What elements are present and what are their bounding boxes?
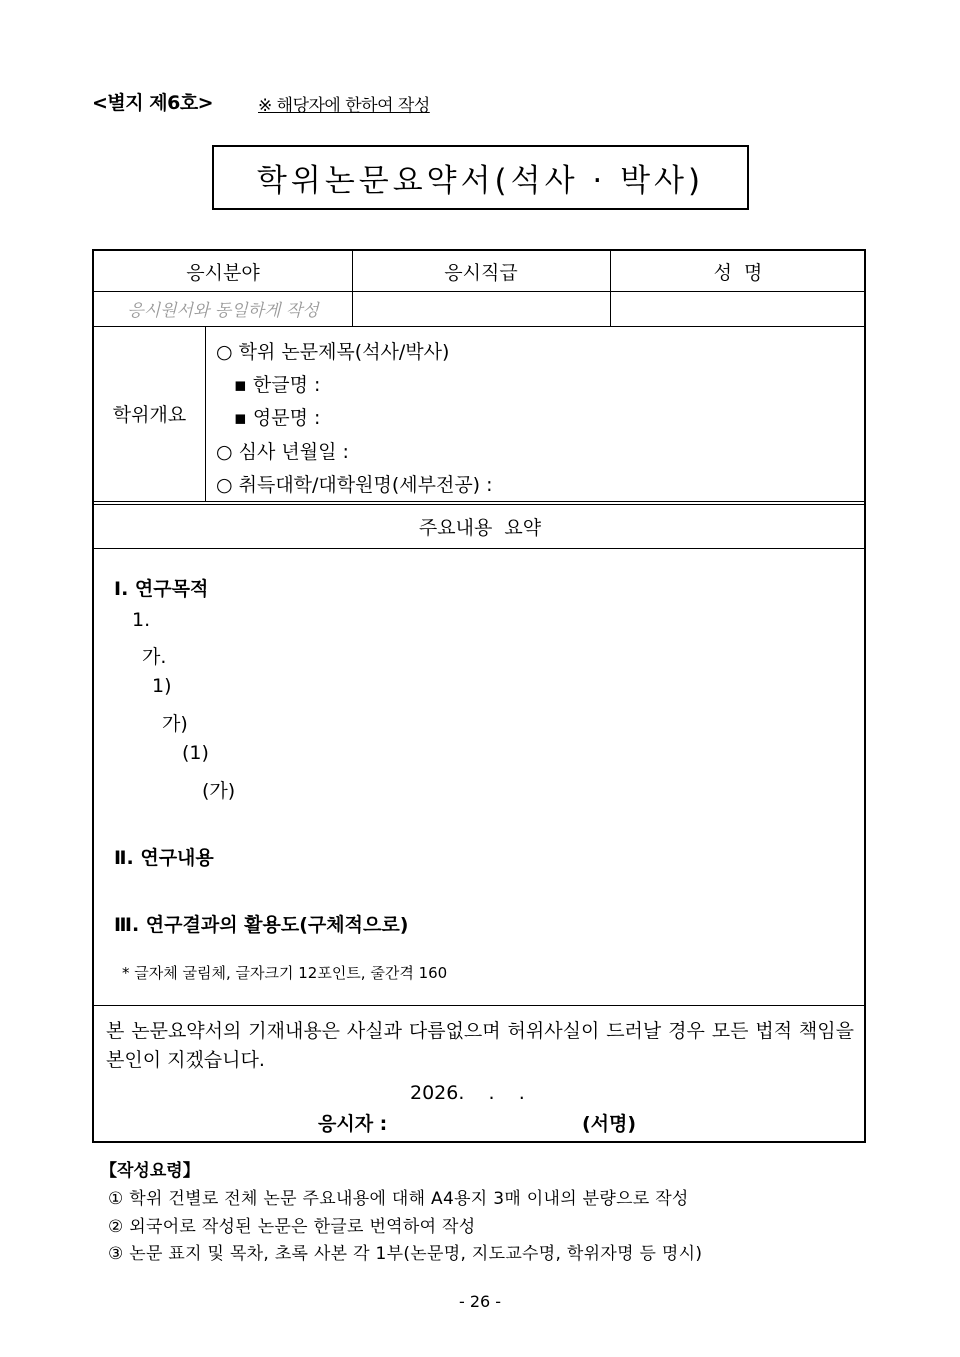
outline-level-6: (가) <box>202 780 236 802</box>
guide-item-3: ③ 논문 표지 및 목차, 초록 사본 각 1부(논문명, 지도교수명, 학위자명 등 명시) <box>108 1244 703 1264</box>
degree-overview-label: 학위개요 <box>112 404 187 426</box>
pledge-statement: 본 논문요약서의 기재내용은 사실과 다름없으며 허위사실이 드러날 경우 모든 법적 책임을 본인이 지겠습니다. <box>106 1020 854 1071</box>
guide-item-1: ① 학위 건별로 전체 논문 주요내용에 대해 A4용지 3매 이내의 분량으로 작성 <box>108 1189 689 1209</box>
outline-level-1: 1. <box>132 609 151 631</box>
korean-title-item: ▪ 한글명 : <box>234 374 321 396</box>
name-input[interactable] <box>610 291 866 326</box>
outline-level-5: (1) <box>182 742 209 764</box>
summary-header: 주요내용 요약 <box>418 516 542 539</box>
thesis-title-item: ○ 학위 논문제목(석사/박사) <box>216 341 450 363</box>
pledge-date[interactable]: 2026. . . <box>410 1082 525 1104</box>
form-number: <별지 제6호> <box>92 92 214 114</box>
writing-guide-title: 【작성요령】 <box>100 1161 200 1181</box>
summary-form <box>92 249 866 1143</box>
university-item: ○ 취득대학/대학원명(세부전공) : <box>216 474 493 496</box>
section-research-content: Ⅱ. 연구내용 <box>114 847 214 869</box>
section-research-purpose: Ⅰ. 연구목적 <box>114 578 209 600</box>
format-note: * 글자체 굴림체, 글자크기 12포인트, 줄간격 160 <box>122 964 448 982</box>
signature-label: (서명) <box>582 1113 637 1135</box>
review-date-item: ○ 심사 년월일 : <box>216 441 349 463</box>
col-header-grade: 응시직급 <box>444 261 518 284</box>
page-number: - 26 - <box>458 1292 502 1311</box>
english-title-item: ▪ 영문명 : <box>234 407 321 429</box>
outline-level-2: 가. <box>142 646 167 668</box>
guide-item-2: ② 외국어로 작성된 논문은 한글로 번역하여 작성 <box>108 1217 476 1237</box>
outline-level-4: 가) <box>162 713 188 735</box>
col-header-name: 성 명 <box>713 261 763 284</box>
col-header-field: 응시분야 <box>186 261 260 284</box>
section-research-utilization: Ⅲ. 연구결과의 활용도(구체적으로) <box>114 914 409 936</box>
document-title-text: 학위논문요약서(석사 · 박사) <box>256 163 705 199</box>
applicant-label: 응시자 : <box>318 1113 388 1135</box>
field-input[interactable]: 응시원서와 동일하게 작성 <box>127 301 319 321</box>
outline-level-3: 1) <box>152 675 172 697</box>
applicability-note: ※ 해당자에 한하여 작성 <box>258 96 430 116</box>
document-title <box>212 145 749 210</box>
grade-input[interactable] <box>352 291 610 326</box>
